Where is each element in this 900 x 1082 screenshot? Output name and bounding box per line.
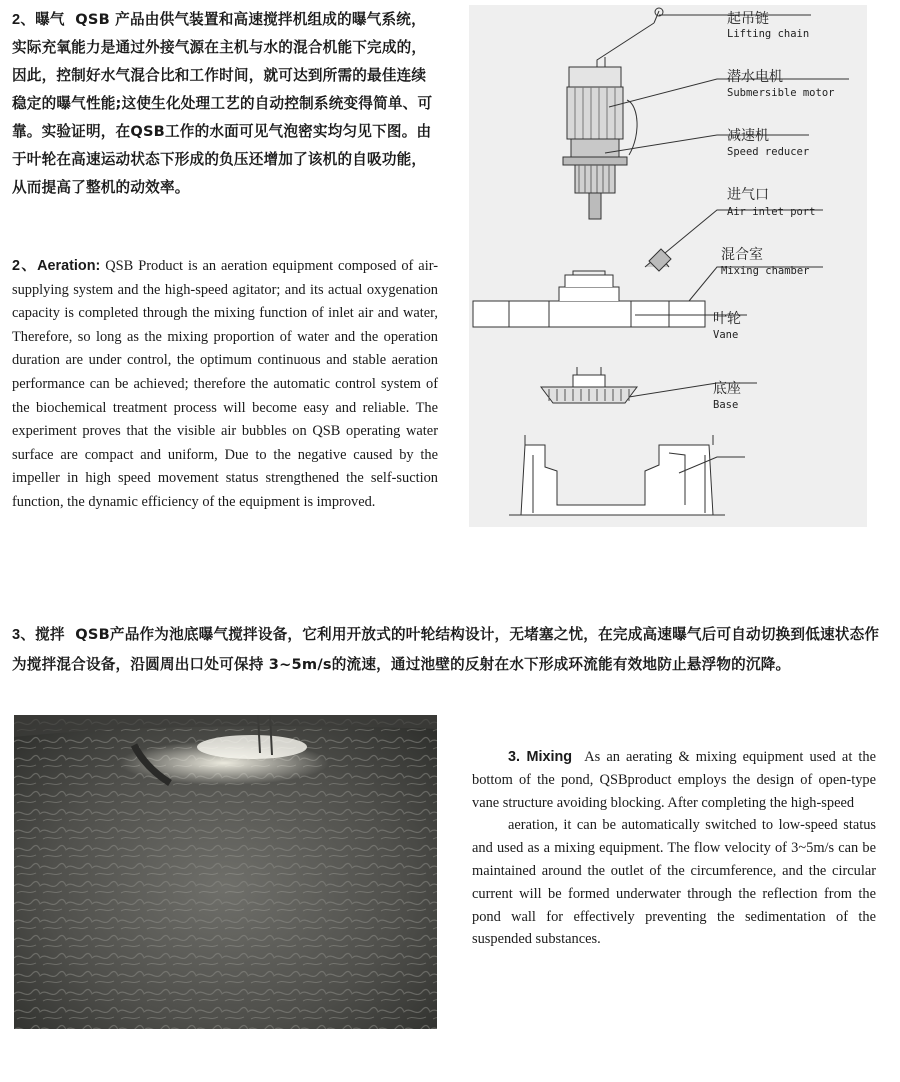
equipment-exploded-diagram [469, 5, 867, 527]
label-motor-en: Submersible motor [727, 87, 835, 99]
section-mixing-english [472, 746, 876, 951]
diagram-drawing [469, 5, 867, 527]
label-base-cn: 底座 [713, 381, 741, 397]
label-vane-cn: 叶轮 [713, 311, 741, 327]
label-vane-en: Vane [713, 329, 739, 341]
section-mixing-chinese [12, 620, 884, 679]
aeration-chinese-paragraph [12, 6, 438, 202]
base [521, 445, 713, 515]
mixing-english-text-1: As an aerating & mixing equipment used at the bottom of the pond, QSBproduct employs the design of open-type vane structure avoiding blocking. After completing the high-speed [472, 749, 876, 811]
label-mixing-cn: 混合室 [721, 247, 763, 263]
mixing-english-heading: 3. Mixing [508, 749, 573, 765]
mixing-chamber [473, 301, 705, 327]
aeration-chinese-text: QSB 产品由供气装置和高速搅拌机组成的曝气系统，实际充氧能力是通过外接气源在主机与水的混合机能下完成的，因此，控制好水气混合比和工作时间，就可达到所需的最佳连续稳定的曝气性能;这使生化处理工艺的自动控制系统变得简单、可靠。实验证明，在QSB工作的水面可见气泡密实均匀见下图。由于叶轮在高速运动状态下形成的负压还增加了该机的自吸功能，从而提高了整机的动效率。 [12, 11, 433, 196]
mixing-english-paragraph-1 [472, 746, 876, 814]
aeration-english-heading: 2、Aeration: [12, 258, 101, 274]
mixing-english-paragraph-2: aeration, it can be automatically switched to low-speed status and used as a mixing equipment. The flow velocity of 3~5m/s can be maintained around the outlet of the circumference, and the circular current will be formed underwater through the reflection from the pond wall for effectively preventing the sedimentation of the suspended substances. [472, 817, 876, 948]
mixing-chinese-heading: 3、搅拌 [12, 627, 65, 643]
label-air-inlet-en: Air inlet port [727, 206, 816, 218]
aeration-english-paragraph [12, 255, 438, 515]
label-lifting-chain-en: Lifting chain [727, 28, 810, 40]
label-lifting-chain-cn: 起吊链 [727, 11, 769, 27]
reducer-body [571, 139, 619, 157]
section-aeration-english [12, 255, 438, 515]
mixing-chinese-paragraph [12, 620, 884, 679]
label-reducer-en: Speed reducer [727, 146, 810, 158]
aeration-english-text: QSB Product is an aeration equipment composed of air-supplying system and the high-speed agitator; and its actual oxygenation capacity is completed through the mixing function of inlet air and water, Therefore, so long as the mixing proportion of water and the operation duration are under control, the optimum continuous and stable aeration performance can be achieved; therefore the automatic control system of the biochemical treatment process will become easy and reliable. The experiment proves that the visible air bubbles on QSB operating water surface are compact and uniform, Due to the negative caused by the impeller in high speed movement status strengthened the self-suction function, the dynamic efficiency of the equipment is improved. [12, 258, 438, 510]
photo-drawing [14, 715, 437, 1029]
mixing-chinese-text: QSB产品作为池底曝气搅拌设备，它利用开放式的叶轮结构设计，无堵塞之忧，在完成高速曝气后可自动切换到低速状态作为搅拌混合设备，沿圆周出口处可保持 3~5m/s的流速，通过池壁的反射在水下形成环流能有效地防止悬浮物的沉降。 [12, 626, 880, 673]
section-aeration-chinese [12, 6, 438, 202]
label-air-inlet-cn: 进气口 [727, 187, 769, 203]
aeration-surface-photo [14, 715, 437, 1029]
label-reducer-cn: 减速机 [727, 128, 769, 144]
aeration-chinese-heading: 2、曝气 [12, 12, 65, 28]
label-mixing-en: Mixing chamber [721, 265, 810, 277]
label-base-en: Base [713, 399, 739, 411]
label-motor-cn: 潜水电机 [727, 69, 783, 85]
